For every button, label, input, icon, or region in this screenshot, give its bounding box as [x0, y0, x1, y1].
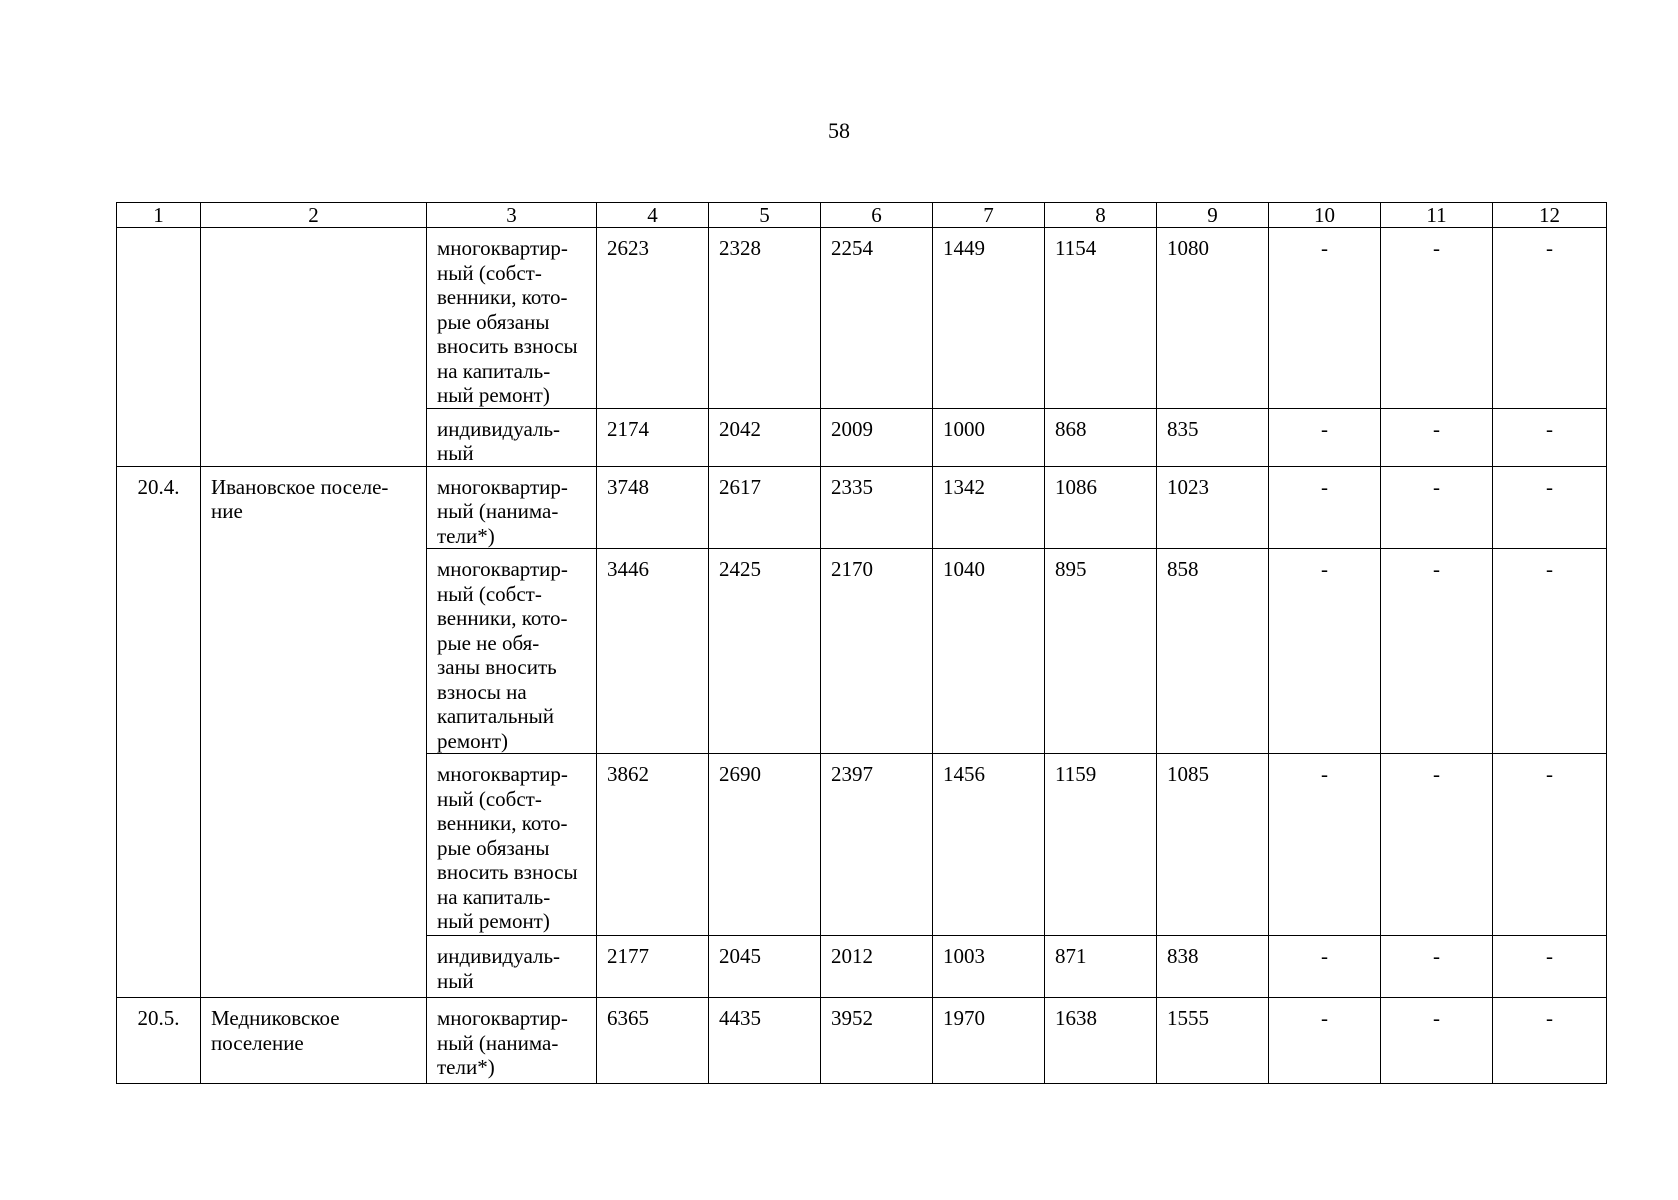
- value-cell: 2009: [821, 408, 933, 466]
- housing-type: многоквартир- ный (нанима- тели*): [427, 998, 597, 1084]
- value-cell: -: [1269, 466, 1381, 549]
- value-cell: -: [1269, 754, 1381, 936]
- column-number: 3: [427, 203, 597, 228]
- value-cell: -: [1381, 408, 1493, 466]
- value-cell: 1449: [933, 228, 1045, 409]
- table-row: [117, 228, 1607, 409]
- value-cell: 2397: [821, 754, 933, 936]
- value-cell: 868: [1045, 408, 1157, 466]
- value-cell: 2425: [709, 549, 821, 754]
- column-number: 11: [1381, 203, 1493, 228]
- table-body: [117, 203, 1607, 1084]
- value-cell: 2174: [597, 408, 709, 466]
- value-cell: -: [1269, 936, 1381, 998]
- value-cell: 895: [1045, 549, 1157, 754]
- value-cell: 858: [1157, 549, 1269, 754]
- value-cell: 1085: [1157, 754, 1269, 936]
- column-number: 10: [1269, 203, 1381, 228]
- value-cell: -: [1493, 754, 1607, 936]
- value-cell: -: [1381, 998, 1493, 1084]
- value-cell: 4435: [709, 998, 821, 1084]
- value-cell: 1003: [933, 936, 1045, 998]
- value-cell: 2690: [709, 754, 821, 936]
- page-number: 58: [828, 118, 850, 143]
- value-cell: -: [1493, 228, 1607, 409]
- value-cell: 2623: [597, 228, 709, 409]
- value-cell: 1040: [933, 549, 1045, 754]
- column-number: 4: [597, 203, 709, 228]
- value-cell: 3748: [597, 466, 709, 549]
- value-cell: 835: [1157, 408, 1269, 466]
- value-cell: -: [1269, 408, 1381, 466]
- value-cell: 2328: [709, 228, 821, 409]
- column-number: 8: [1045, 203, 1157, 228]
- value-cell: -: [1493, 549, 1607, 754]
- value-cell: -: [1269, 998, 1381, 1084]
- value-cell: 2045: [709, 936, 821, 998]
- column-number: 9: [1157, 203, 1269, 228]
- value-cell: -: [1269, 549, 1381, 754]
- value-cell: 2170: [821, 549, 933, 754]
- settlement-name: [201, 228, 427, 467]
- housing-type: многоквартир- ный (собст- венники, кото- рые не обя- заны вносить взносы на капитальный ремонт): [427, 549, 597, 754]
- housing-type: многоквартир- ный (собст- венники, кото- рые обязаны вносить взносы на капиталь- ный ремонт): [427, 228, 597, 409]
- column-number: 6: [821, 203, 933, 228]
- value-cell: 1555: [1157, 998, 1269, 1084]
- value-cell: 1456: [933, 754, 1045, 936]
- settlement-name: Медниковское поселение: [201, 998, 427, 1084]
- value-cell: 1342: [933, 466, 1045, 549]
- column-number-row: [117, 203, 1607, 228]
- section-number: 20.4.: [117, 466, 201, 998]
- value-cell: 1000: [933, 408, 1045, 466]
- housing-type: индивидуаль- ный: [427, 408, 597, 466]
- column-number: 1: [117, 203, 201, 228]
- value-cell: 2177: [597, 936, 709, 998]
- value-cell: 2012: [821, 936, 933, 998]
- value-cell: 1159: [1045, 754, 1157, 936]
- value-cell: 2254: [821, 228, 933, 409]
- value-cell: 871: [1045, 936, 1157, 998]
- value-cell: -: [1381, 549, 1493, 754]
- value-cell: -: [1269, 228, 1381, 409]
- housing-type: индивидуаль- ный: [427, 936, 597, 998]
- value-cell: -: [1493, 408, 1607, 466]
- value-cell: -: [1381, 754, 1493, 936]
- table-row: [117, 466, 1607, 549]
- value-cell: 1154: [1045, 228, 1157, 409]
- value-cell: 1023: [1157, 466, 1269, 549]
- column-number: 2: [201, 203, 427, 228]
- housing-type: многоквартир- ный (нанима- тели*): [427, 466, 597, 549]
- value-cell: 3952: [821, 998, 933, 1084]
- value-cell: 2617: [709, 466, 821, 549]
- table-row: [117, 998, 1607, 1084]
- housing-type: многоквартир- ный (собст- венники, кото- рые обязаны вносить взносы на капиталь- ный ремонт): [427, 754, 597, 936]
- value-cell: -: [1493, 998, 1607, 1084]
- column-number: 12: [1493, 203, 1607, 228]
- value-cell: 3862: [597, 754, 709, 936]
- value-cell: -: [1381, 466, 1493, 549]
- value-cell: 1080: [1157, 228, 1269, 409]
- tariff-table: [116, 202, 1607, 1084]
- value-cell: 1970: [933, 998, 1045, 1084]
- value-cell: 2042: [709, 408, 821, 466]
- section-number: 20.5.: [117, 998, 201, 1084]
- value-cell: -: [1493, 936, 1607, 998]
- value-cell: -: [1493, 466, 1607, 549]
- section-number: [117, 228, 201, 467]
- value-cell: 6365: [597, 998, 709, 1084]
- value-cell: 2335: [821, 466, 933, 549]
- value-cell: -: [1381, 228, 1493, 409]
- value-cell: 3446: [597, 549, 709, 754]
- settlement-name: Ивановское поселе- ние: [201, 466, 427, 998]
- value-cell: 838: [1157, 936, 1269, 998]
- column-number: 7: [933, 203, 1045, 228]
- value-cell: 1086: [1045, 466, 1157, 549]
- value-cell: -: [1381, 936, 1493, 998]
- column-number: 5: [709, 203, 821, 228]
- value-cell: 1638: [1045, 998, 1157, 1084]
